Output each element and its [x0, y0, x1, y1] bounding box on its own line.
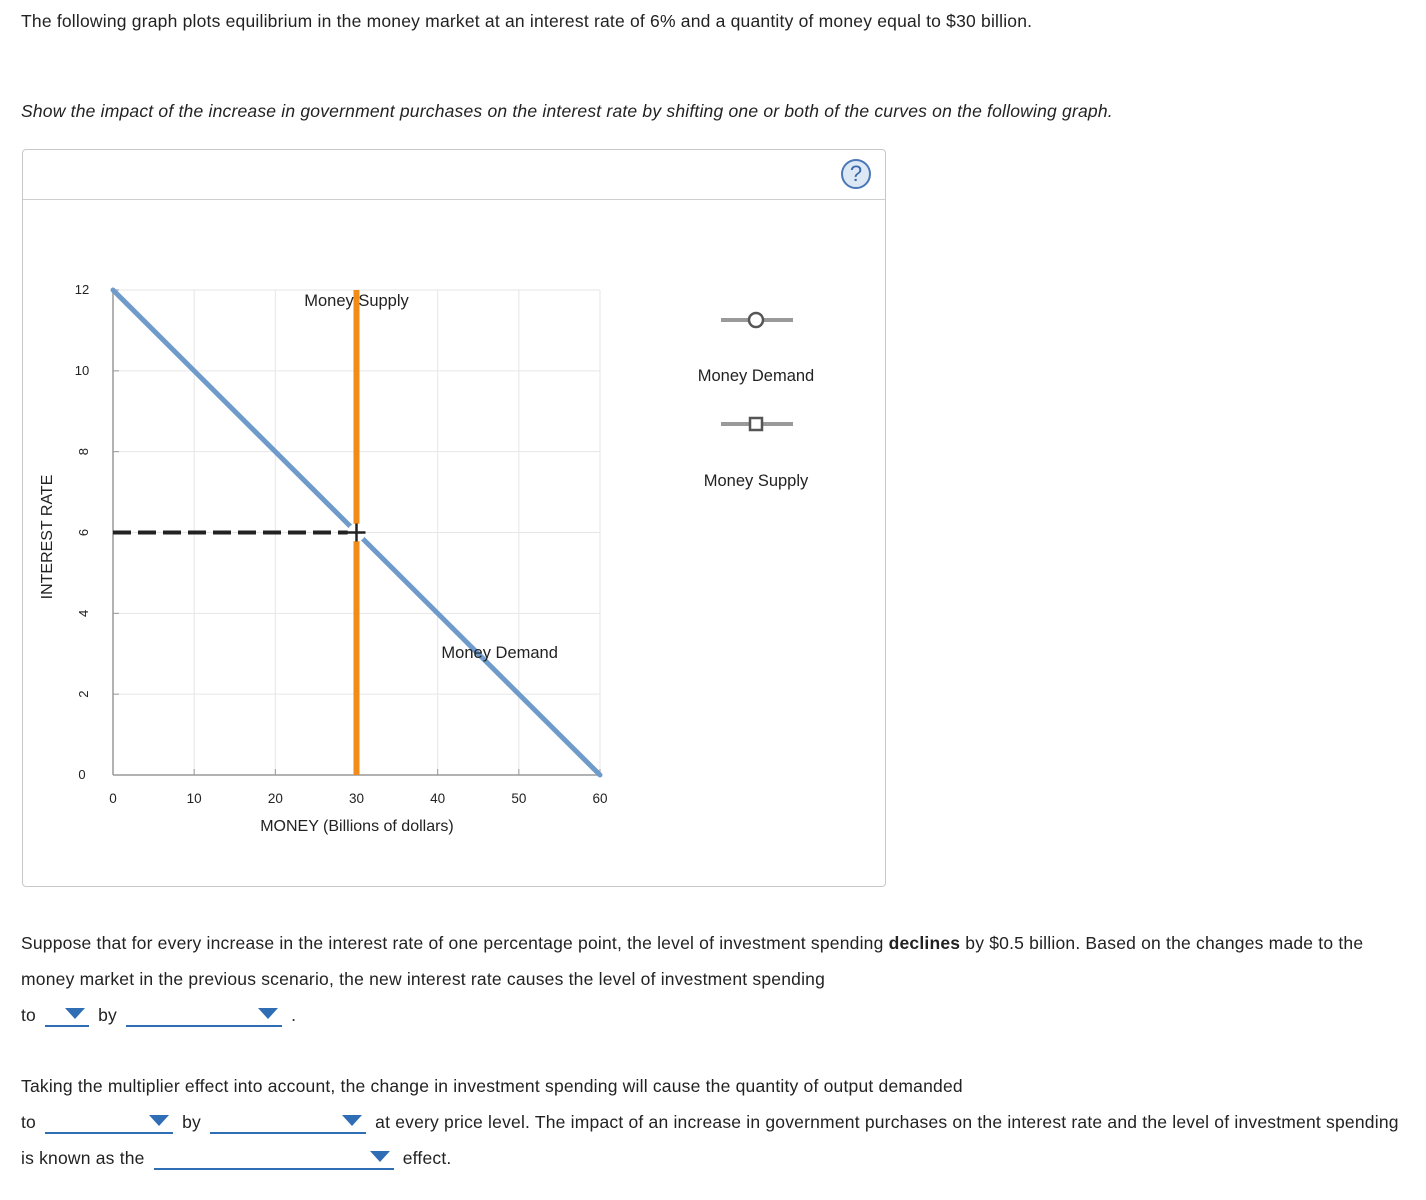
y-tick-label: 10: [74, 362, 90, 378]
q1-end: .: [291, 1005, 297, 1025]
x-tick-label: 10: [186, 791, 202, 806]
question-multiplier: [21, 1068, 1401, 1176]
output-direction-dropdown[interactable]: [45, 1110, 173, 1134]
q2-text-a: Taking the multiplier effect into account, the change in investment spending will cause the quantity of output demanded: [21, 1076, 963, 1096]
y-axis-label: INTEREST RATE: [39, 474, 56, 600]
q1-text-a: Suppose that for every increase in the interest rate of one percentage point, the level of investment spending: [21, 933, 889, 953]
y-tick-label: 4: [76, 609, 91, 617]
y-tick-label: 6: [76, 528, 91, 537]
x-tick-label: 40: [430, 791, 446, 806]
x-tick-label: 20: [267, 791, 283, 806]
money-supply-curve-label: Money Supply: [304, 292, 409, 311]
q1-by: by: [98, 1005, 118, 1025]
help-icon[interactable]: ?: [841, 159, 871, 189]
x-tick-label: 0: [109, 791, 117, 806]
x-tick-label: 30: [348, 791, 365, 806]
q1-text-b: by $0.5 billion. Based on the changes made to the money market in the previous scenario, the new interest rate causes the level of investment spending: [21, 933, 1364, 989]
q2-by: by: [182, 1112, 202, 1132]
square-handle-icon[interactable]: [750, 418, 762, 430]
legend-money-demand-label: Money Demand: [697, 367, 815, 385]
graph-panel: [22, 149, 886, 887]
y-tick-label: 2: [76, 690, 91, 698]
effect-name-dropdown[interactable]: [154, 1146, 394, 1170]
q2-end: effect.: [402, 1148, 452, 1168]
investment-amount-dropdown[interactable]: [126, 1003, 282, 1027]
intro-text: The following graph plots equilibrium in the money market at an interest rate of 6% and a quantity of money equal to $30 billion.: [21, 11, 1033, 31]
legend-money-demand[interactable]: [698, 313, 814, 385]
x-tick-label: 60: [592, 791, 608, 806]
circle-handle-icon[interactable]: [749, 313, 763, 327]
q2-text-b: at every price level. The impact of an increase in government purchases on the interest rate and the level of investment spending is known as the: [21, 1112, 1399, 1168]
q1-to: to: [21, 1005, 36, 1025]
instruction-text: Show the impact of the increase in government purchases on the interest rate by shifting one or both of the curves on the following graph.: [21, 101, 1113, 121]
question-investment: [21, 925, 1401, 1033]
legend-money-supply[interactable]: [704, 418, 809, 490]
y-tick-label: 0: [78, 767, 86, 782]
money-demand-curve-label: Money Demand: [441, 643, 558, 662]
investment-direction-dropdown[interactable]: [45, 1003, 89, 1027]
q2-to: to: [21, 1112, 36, 1132]
y-tick-label: 12: [74, 282, 90, 297]
legend-money-supply-label: Money Supply: [703, 472, 809, 490]
money-market-chart: [23, 150, 887, 888]
y-tick-label: 8: [76, 448, 91, 456]
x-axis-label: MONEY (Billions of dollars): [260, 818, 454, 835]
x-tick-label: 50: [511, 791, 527, 806]
equilibrium-marker[interactable]: [348, 524, 366, 542]
q1-bold: declines: [888, 933, 961, 953]
output-amount-dropdown[interactable]: [210, 1110, 366, 1134]
